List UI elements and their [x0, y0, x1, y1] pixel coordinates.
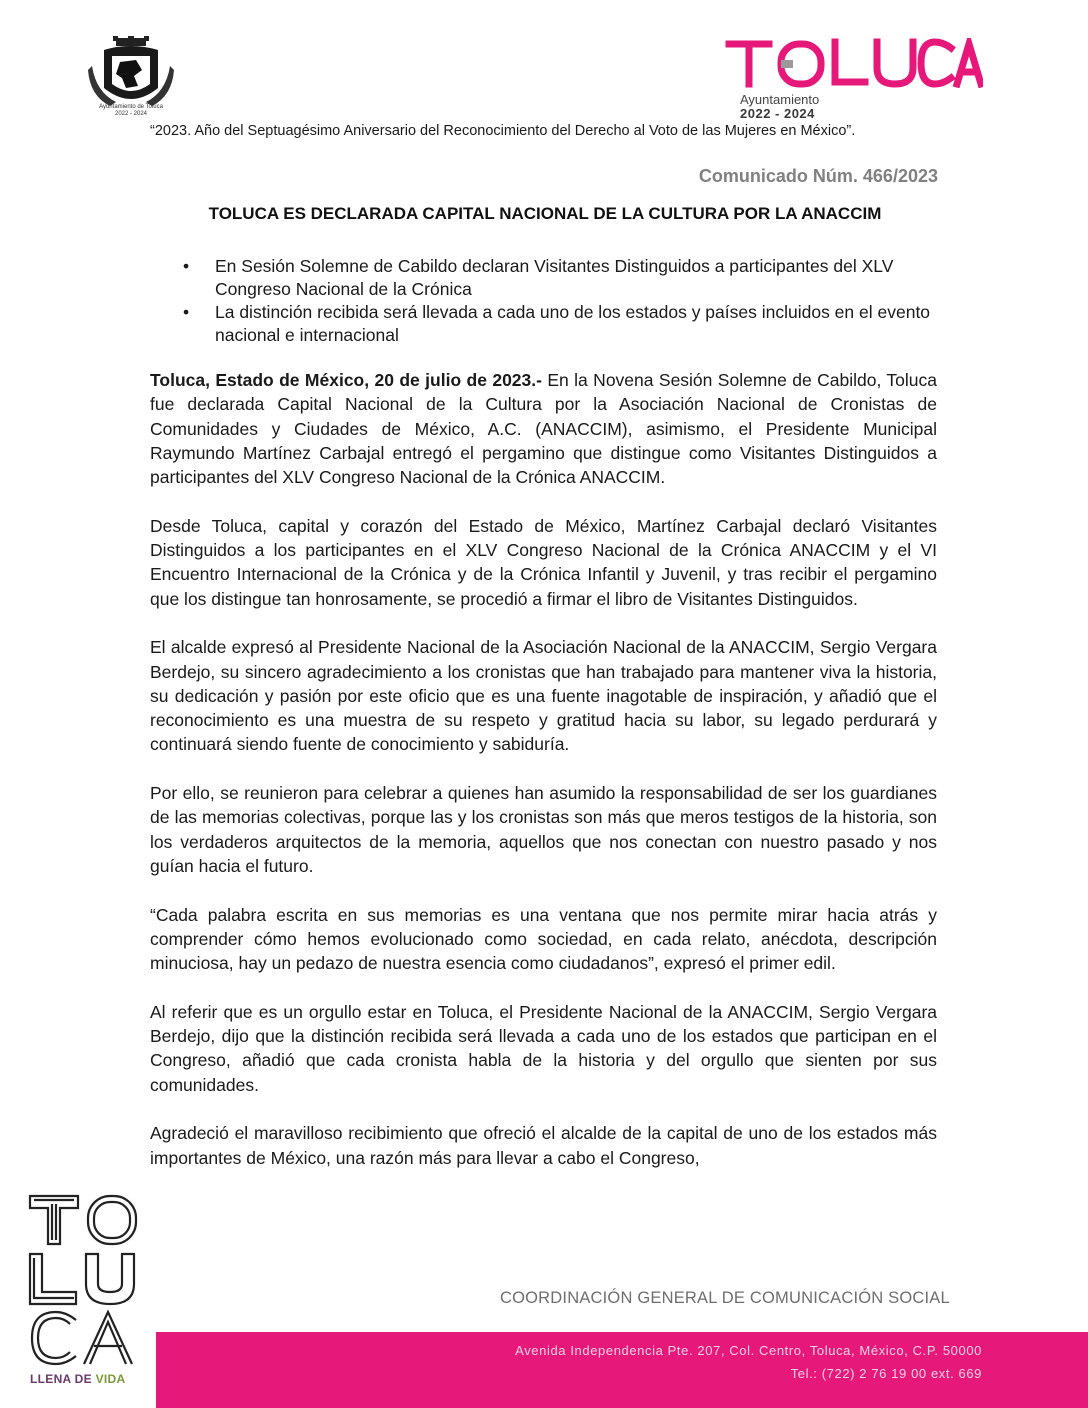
footer-address: Avenida Independencia Pte. 207, Col. Centro, Toluca, México, C.P. 50000	[515, 1343, 982, 1358]
article-paragraph: Por ello, se reunieron para celebrar a quienes han asumido la responsabilidad de ser los guardianes de las memorias colectivas, porque las y los cronistas son más que meros testigos de la historia, son los verdaderos arquitectos de la memoria, aquellos que nos conectan con nuestro pasado y nos guían hacia el futuro.	[150, 783, 937, 876]
press-release-number: Comunicado Núm. 466/2023	[698, 166, 938, 186]
article-paragraph: Desde Toluca, capital y corazón del Estado de México, Martínez Carbajal declaró Visitantes Distinguidos a los participantes en el XLV Congreso Nacional de la Crónica ANACCIM y el VI Encuentro Internacional de la Crónica y de la Crónica Infantil y Juvenil, y tras recibir el pergamino que los distingue tan honrosamente, se procedió a firmar el libro de Visitantes Distinguidos.	[150, 515, 937, 609]
footer-phone: Tel.: (722) 2 76 19 00 ext. 669	[790, 1366, 982, 1381]
paragraph-text: En la Novena Sesión Solemne de Cabildo, Toluca fue declarada Capital Nacional de la Cultura por la Asociación Nacional de Cronistas de Comunidades y Ciudades de México, A.C. (ANACCIM), asimismo, el Presidente Municipal Raymundo Martínez Carbajal entregó el pergamino que distingue como Visitantes Distinguidos a participantes del XLV Congreso Nacional de la Crónica ANACCIM.	[150, 370, 937, 488]
summary-bullet	[183, 255, 938, 301]
crest-caption	[78, 104, 184, 118]
article-paragraph: Agradeció el maravilloso recibimiento que ofreció el alcalde de la capital de uno de los estados más importantes de México, una razón más para llevar a cabo el Congreso,	[150, 1123, 937, 1168]
crest-caption-name: Ayuntamiento de Toluca	[99, 104, 163, 110]
article-paragraph: “Cada palabra escrita en sus memorias es una ventana que nos permite mirar hacia atrás y comprender cómo hemos evolucionado como sociedad, en cada relato, anécdota, descripción minuciosa, hay un pedazo de nuestra esencia como ciudadanos”, expresó el primer edil.	[150, 904, 937, 974]
article-body	[150, 368, 937, 1194]
article-paragraph: Al referir que es un orgullo estar en Toluca, el Presidente Nacional de la ANACCIM, Sergio Vergara Berdejo, dijo que la distinción recibida será llevada a cada uno de los estados que participan en el Congreso, añadió que cada cronista habla de la historia y del orgullo que sienten por sus comunidades.	[150, 1001, 937, 1095]
logo-years: 2022 - 2024	[740, 106, 815, 121]
coordination-label: COORDINACIÓN GENERAL DE COMUNICACIÓN SOCIAL	[500, 1289, 950, 1307]
summary-bullet-text: La distinción recibida será llevada a cada uno de los estados y países incluidos en el evento nacional e internacional	[215, 302, 931, 345]
logo-subtitle: Ayuntamiento	[740, 92, 820, 107]
official-motto: “2023. Año del Septuagésimo Aniversario del Reconocimiento del Derecho al Voto de las Mujeres en México”.	[150, 123, 856, 139]
article-paragraph	[150, 368, 937, 489]
headline: TOLUCA ES DECLARADA CAPITAL NACIONAL DE LA CULTURA POR LA ANACCIM	[208, 204, 882, 223]
summary-bullet	[183, 301, 938, 347]
summary-bullet-text: En Sesión Solemne de Cabildo declaran Visitantes Distinguidos a participantes del XLV Congreso Nacional de la Crónica	[215, 256, 894, 299]
crest-caption-years: 2022 - 2024	[114, 111, 148, 117]
dateline: Toluca, Estado de México, 20 de julio de 2023.-	[150, 370, 542, 390]
bullet-dot-icon: •	[183, 256, 190, 276]
slogan-part-b: VIDA	[91, 1372, 126, 1386]
slogan	[30, 1372, 125, 1386]
slogan-part-a: LLENA DE	[30, 1372, 92, 1386]
toluca-wordmark-logo	[725, 38, 983, 88]
article-paragraph: El alcalde expresó al Presidente Nacional de la Asociación Nacional de la ANACCIM, Sergio Vergara Berdejo, su sincero agradecimiento a los cronistas que han trabajado para mantener viva la historia, su dedicación y pasión por este oficio que es una fuente inagotable de inspiración, y añadió que el reconocimiento es una muestra de su respeto y gratitud hacia su labor, su legado perdurará y continuará siendo fuente de conocimiento y sabiduría.	[150, 637, 937, 755]
summary-bullets	[183, 255, 938, 347]
bullet-dot-icon: •	[183, 302, 190, 322]
toluca-stacked-logo	[26, 1192, 142, 1368]
